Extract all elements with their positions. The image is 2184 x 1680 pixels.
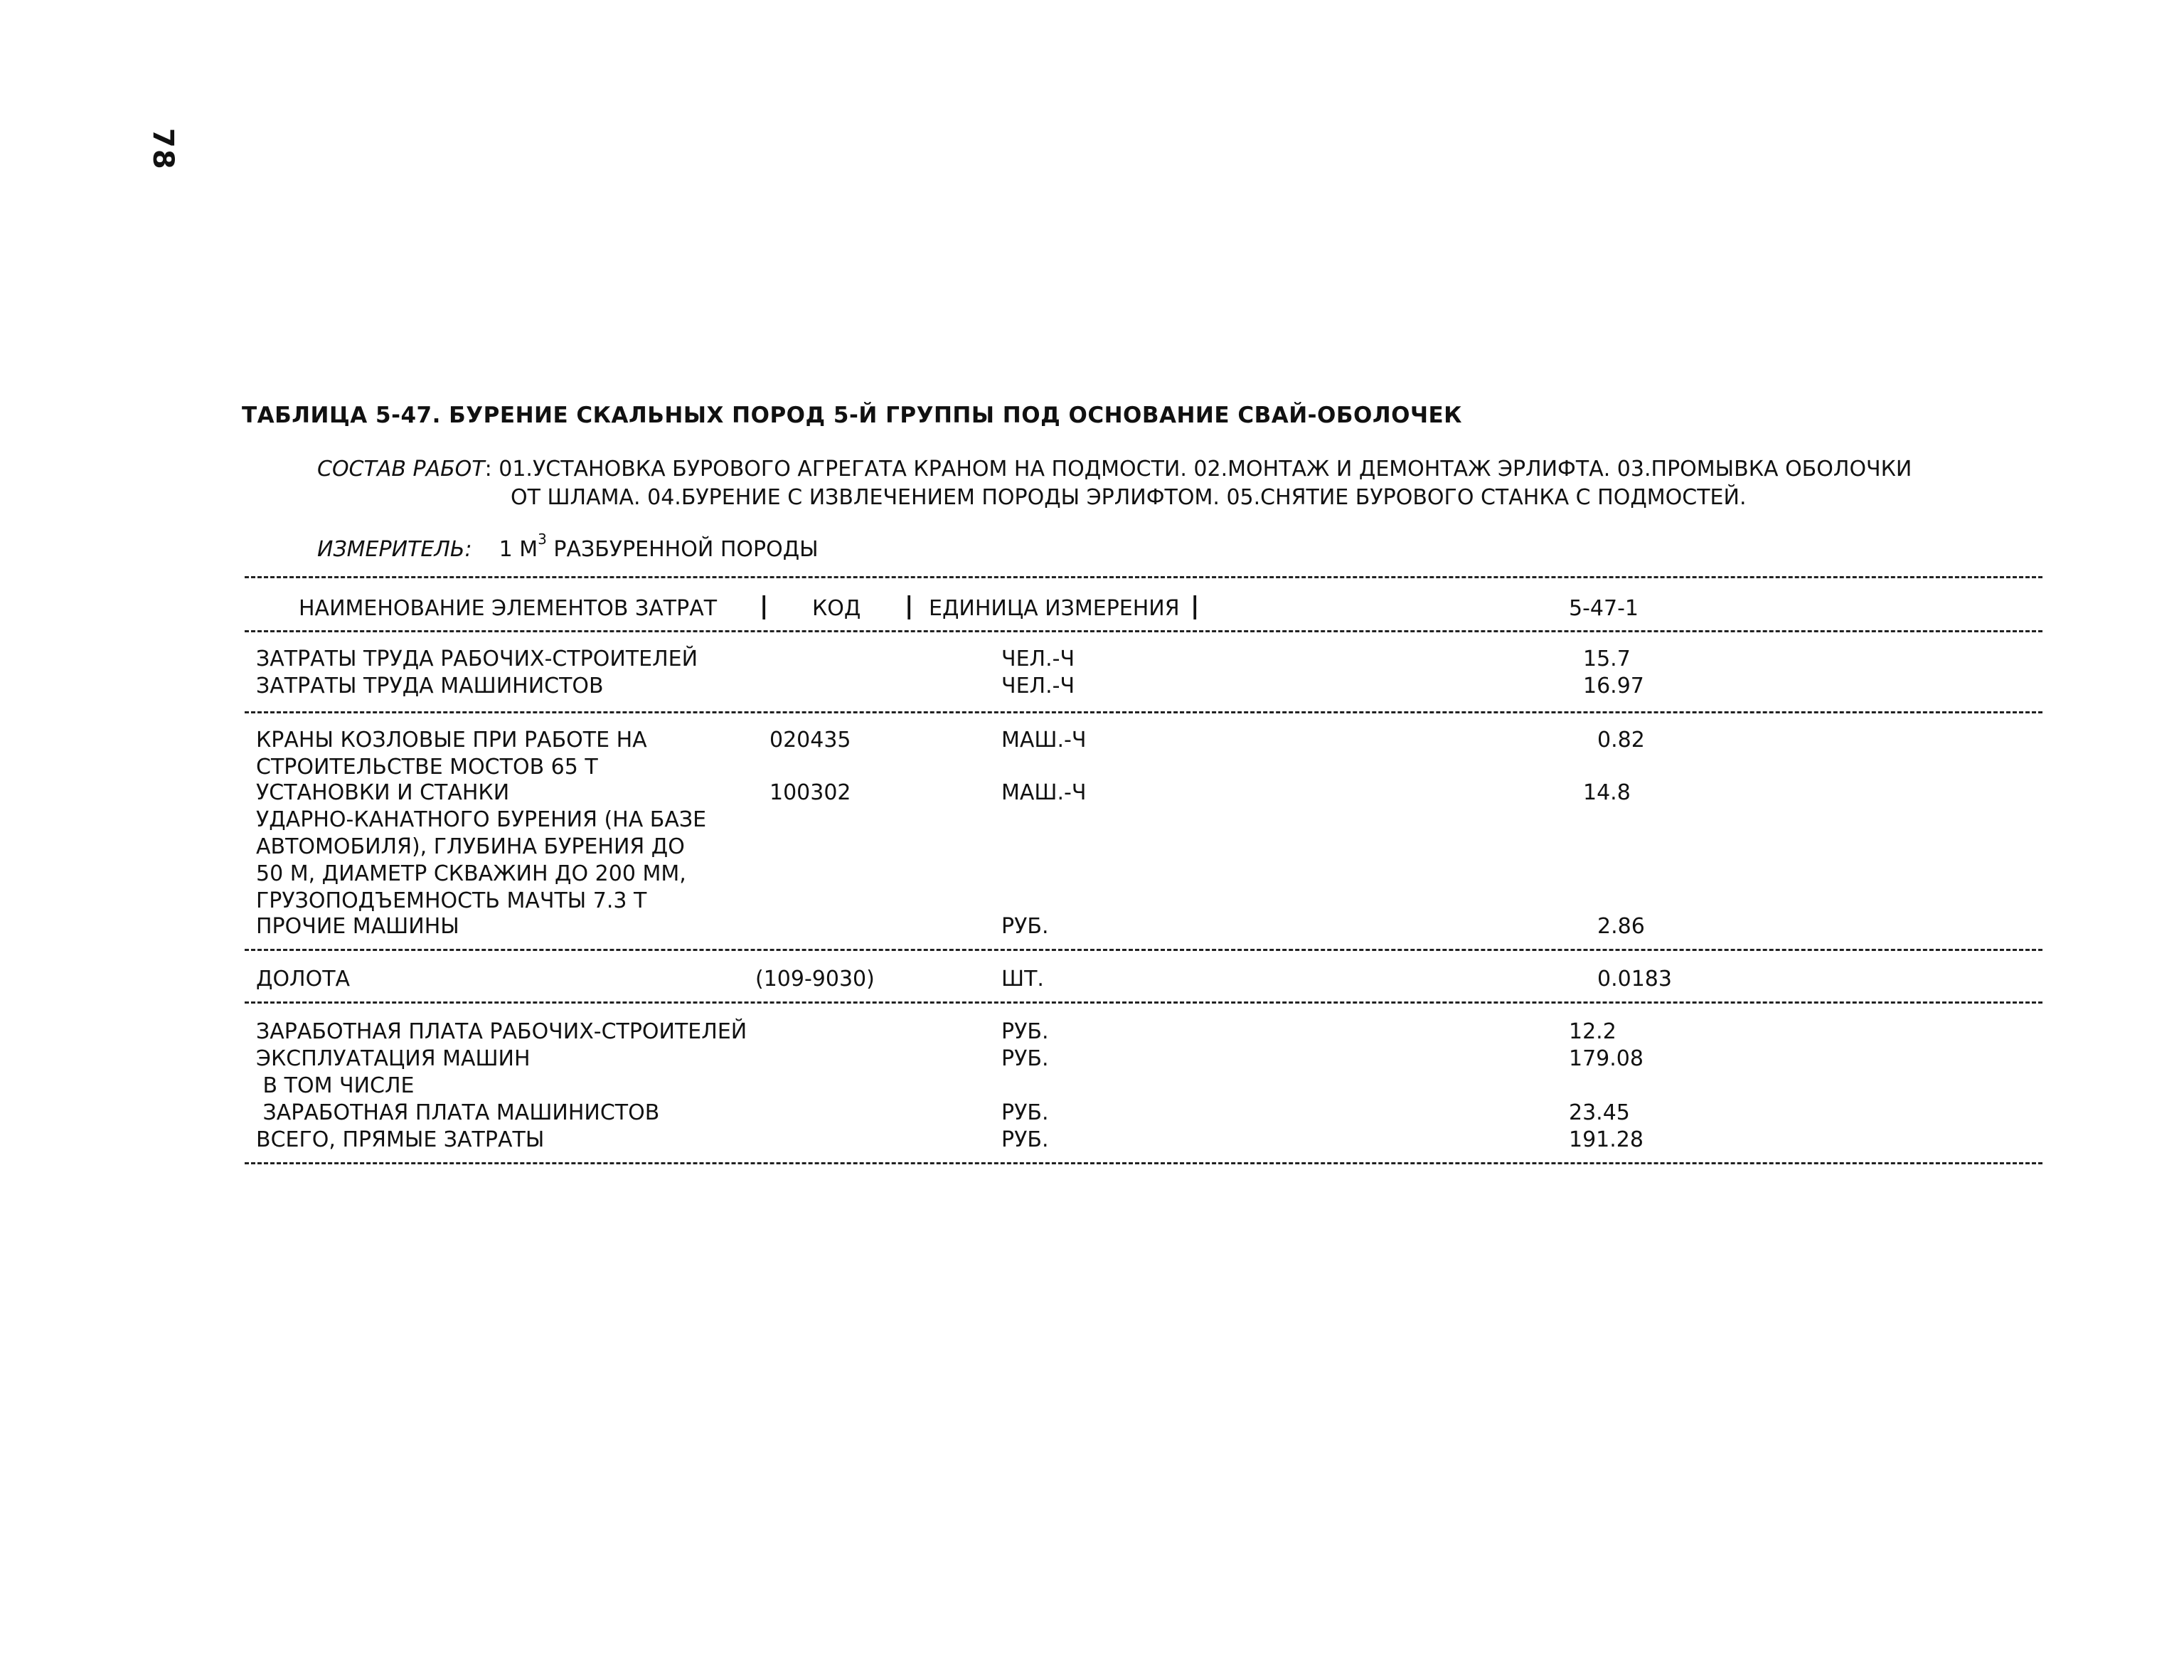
machine-name-line: СТРОИТЕЛЬСТВЕ МОСТОВ 65 Т bbox=[256, 755, 598, 780]
machine-value: 0.82 bbox=[1597, 728, 1645, 753]
machine-code: 100302 bbox=[769, 780, 851, 805]
total-unit: РУБ. bbox=[1001, 1127, 1049, 1152]
composition-label: СОСТАВ РАБОТ bbox=[317, 457, 485, 482]
machine-name-line: УСТАНОВКИ И СТАНКИ bbox=[256, 780, 510, 805]
table-rule-labor bbox=[245, 711, 2042, 713]
total-value: 12.2 bbox=[1569, 1019, 1616, 1044]
machine-name-line: АВТОМОБИЛЯ), ГЛУБИНА БУРЕНИЯ ДО bbox=[256, 834, 685, 859]
labor-value: 16.97 bbox=[1583, 674, 1644, 698]
composition-text-1: : 01.УСТАНОВКА БУРОВОГО АГРЕГАТА КРАНОМ НА ПОДМОСТИ. 02.МОНТАЖ И ДЕМОНТАЖ ЭРЛИФТА. 03.ПРОМЫВКА ОБОЛОЧКИ bbox=[484, 457, 1912, 482]
labor-value: 15.7 bbox=[1583, 647, 1631, 671]
machine-name-line: УДАРНО-КАНАТНОГО БУРЕНИЯ (НА БАЗЕ bbox=[256, 807, 707, 832]
table-rule-header bbox=[245, 630, 2042, 632]
table-rule-materials bbox=[245, 1001, 2042, 1004]
header-separator: | bbox=[905, 592, 914, 620]
header-name: НАИМЕНОВАНИЕ ЭЛЕМЕНТОВ ЗАТРАТ bbox=[299, 596, 718, 621]
total-name: В ТОМ ЧИСЛЕ bbox=[256, 1073, 415, 1098]
material-name: ДОЛОТА bbox=[256, 967, 351, 991]
measure-superscript: 3 bbox=[538, 531, 547, 548]
header-code: КОД bbox=[812, 596, 861, 621]
header-value: 5-47-1 bbox=[1569, 596, 1639, 621]
composition-line-1 bbox=[317, 455, 1912, 484]
measure-value-suffix: РАЗБУРЕННОЙ ПОРОДЫ bbox=[546, 537, 819, 562]
labor-unit: ЧЕЛ.-Ч bbox=[1001, 647, 1075, 671]
total-value: 23.45 bbox=[1569, 1100, 1630, 1125]
machine-name-line: 50 М, ДИАМЕТР СКВАЖИН ДО 200 ММ, bbox=[256, 861, 686, 886]
material-value: 0.0183 bbox=[1597, 967, 1672, 991]
material-code: (109-9030) bbox=[755, 967, 875, 991]
table-title: ТАБЛИЦА 5-47. БУРЕНИЕ СКАЛЬНЫХ ПОРОД 5-Й ГРУППЫ ПОД ОСНОВАНИЕ СВАЙ-ОБОЛОЧЕК bbox=[242, 403, 1463, 428]
machine-name-line: ПРОЧИЕ МАШИНЫ bbox=[256, 914, 459, 939]
total-name: ВСЕГО, ПРЯМЫЕ ЗАТРАТЫ bbox=[256, 1127, 545, 1152]
machine-value: 2.86 bbox=[1597, 914, 1645, 939]
composition-line-2: ОТ ШЛАМА. 04.БУРЕНИЕ С ИЗВЛЕЧЕНИЕМ ПОРОДЫ ЭРЛИФТОМ. 05.СНЯТИЕ БУРОВОГО СТАНКА С ПОДМОСТЕЙ. bbox=[511, 485, 1747, 510]
header-separator: | bbox=[1190, 592, 1200, 620]
machine-unit: РУБ. bbox=[1001, 914, 1049, 939]
machine-unit: МАШ.-Ч bbox=[1001, 728, 1087, 753]
measure-unit bbox=[317, 531, 819, 562]
table-rule-top bbox=[245, 576, 2042, 578]
machine-name-line: ГРУЗОПОДЪЕМНОСТЬ МАЧТЫ 7.3 Т bbox=[256, 888, 647, 913]
machine-name-line: КРАНЫ КОЗЛОВЫЕ ПРИ РАБОТЕ НА bbox=[256, 728, 647, 753]
header-separator: | bbox=[760, 592, 769, 620]
total-name: ЗАРАБОТНАЯ ПЛАТА МАШИНИСТОВ bbox=[256, 1100, 660, 1125]
total-unit: РУБ. bbox=[1001, 1100, 1049, 1125]
material-unit: ШТ. bbox=[1001, 967, 1044, 991]
total-unit: РУБ. bbox=[1001, 1019, 1049, 1044]
labor-unit: ЧЕЛ.-Ч bbox=[1001, 674, 1075, 698]
total-name: ЭКСПЛУАТАЦИЯ МАШИН bbox=[256, 1046, 531, 1071]
measure-label: ИЗМЕРИТЕЛЬ: bbox=[317, 537, 472, 562]
total-value: 191.28 bbox=[1569, 1127, 1644, 1152]
total-value: 179.08 bbox=[1569, 1046, 1644, 1071]
measure-value-prefix: 1 М bbox=[499, 537, 538, 562]
table-rule-machines bbox=[245, 949, 2042, 951]
total-unit: РУБ. bbox=[1001, 1046, 1049, 1071]
labor-name: ЗАТРАТЫ ТРУДА РАБОЧИХ-СТРОИТЕЛЕЙ bbox=[256, 647, 698, 671]
machine-unit: МАШ.-Ч bbox=[1001, 780, 1087, 805]
page-number: 78 bbox=[147, 128, 179, 171]
labor-name: ЗАТРАТЫ ТРУДА МАШИНИСТОВ bbox=[256, 674, 604, 698]
machine-value: 14.8 bbox=[1583, 780, 1631, 805]
header-unit: ЕДИНИЦА ИЗМЕРЕНИЯ bbox=[929, 596, 1180, 621]
total-name: ЗАРАБОТНАЯ ПЛАТА РАБОЧИХ-СТРОИТЕЛЕЙ bbox=[256, 1019, 747, 1044]
machine-code: 020435 bbox=[769, 728, 851, 753]
work-composition bbox=[317, 455, 1912, 512]
table-rule-bottom bbox=[245, 1162, 2042, 1164]
